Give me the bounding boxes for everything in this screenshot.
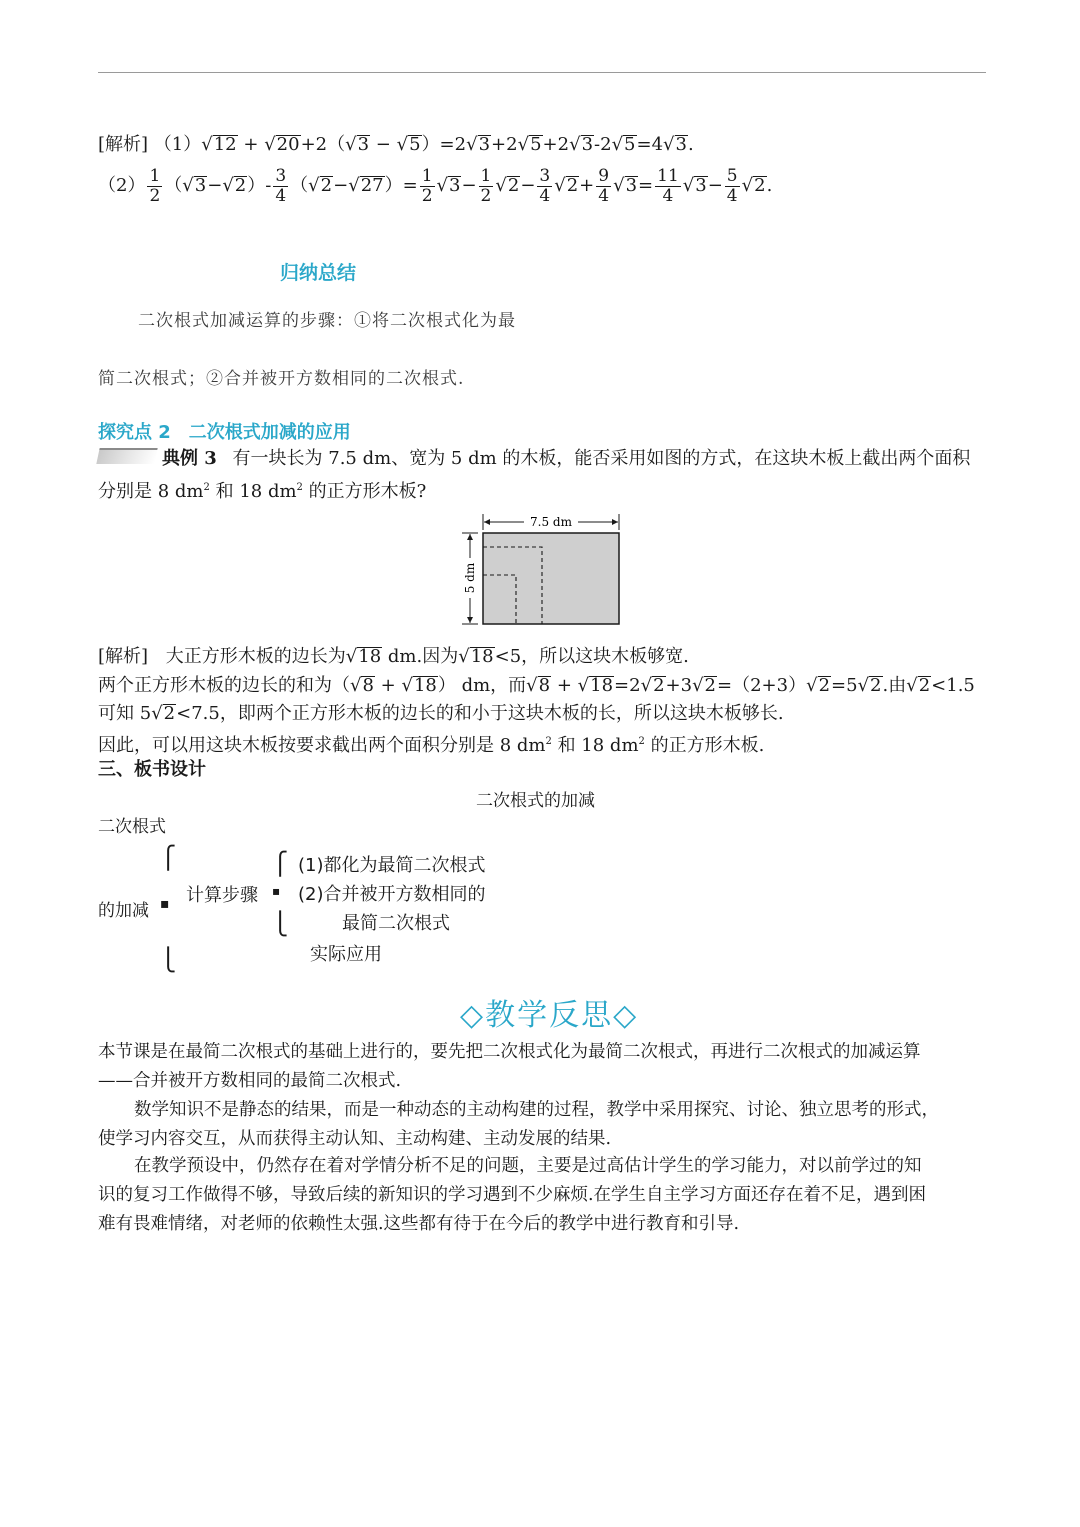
board-step-2: (2)合并被开方数相同的 bbox=[298, 884, 486, 905]
reflection-paragraph-2: 数学知识不是静态的结果，而是一种动态的主动构建的过程，教学中采用探究、讨论、独立思考的形式， 使学习内容交互，从而获得主动认知、主动构建、主动发展的结果. bbox=[98, 1100, 939, 1149]
height-label: 5 dm bbox=[463, 562, 477, 594]
inner-brace-mid: ▪ bbox=[272, 884, 281, 898]
board-rect bbox=[483, 533, 619, 624]
inner-brace-top: ⎧ bbox=[272, 852, 289, 877]
example-line-2: 分别是 8 $dm^2$ 和 18 $dm^2$ 的正方形木板? bbox=[98, 481, 427, 502]
reflection-paragraph-1: 本节课是在最简二次根式的基础上进行的，要先把二次根式化为最简二次根式，再进行二次根式的加减运算 ——合并被开方数相同的最简二次根式. bbox=[98, 1042, 921, 1091]
summary-title: 归纳总结 bbox=[280, 262, 357, 284]
top-rule bbox=[98, 72, 986, 73]
board-title: 二次根式的加减 bbox=[476, 791, 595, 811]
board-left-1: 二次根式 bbox=[98, 817, 166, 837]
example-badge bbox=[96, 448, 157, 464]
reflection-paragraph-3: 在教学预设中，仍然存在着对学情分析不足的问题，主要是过高估计学生的学习能力，对以前学过的知 识的复习工作做得不够，导致后续的新知识的学习遇到不少麻烦.在学生自主学习方面还存在着不足，遇到困 难有畏难情绪，对老师的依赖性太强.这些都有待于在今后的教学中进行教育和引导. bbox=[98, 1156, 927, 1234]
exploration-point-title: 探究点 2 二次根式加减的应用 bbox=[98, 422, 351, 443]
board-section-title: 三、板书设计 bbox=[98, 759, 206, 780]
analysis-label: [解析] bbox=[98, 134, 149, 155]
fraction: $\frac{1}{2}$ bbox=[149, 165, 161, 206]
inner-brace-bottom: ⎩ bbox=[272, 912, 289, 937]
board-apply: 实际应用 bbox=[310, 944, 382, 965]
summary-line-1: 二次根式加减运算的步骤：①将二次根式化为最 bbox=[138, 311, 516, 331]
board-figure bbox=[458, 512, 638, 632]
analysis2-line-2: 两个正方形木板的边长的和为（√8 + √18） dm，而√8 + √18=2√2+3√2=（2+3）√2=5√2.由√2<1.5 bbox=[98, 675, 975, 696]
analysis2-line-1: [解析] 大正方形木板的边长为√18 dm.因为√18<5，所以这块木板够宽. bbox=[98, 646, 689, 667]
solution-line-2: （2） $\frac{1}{2}$ （√3−√2）- $\frac{3}{4}$ （√2−√27）= $\frac{1}{2}$ √3− $\frac{1}{2}$ √2− $\frac{3}{4}$ √2+ $\frac{9}{4}$ √3= $\frac{11}{4}$ √3− $\frac{5}{4}$ √2. bbox=[98, 165, 773, 206]
outer-brace-bottom: ⎩ bbox=[160, 948, 177, 973]
width-label: 7.5 dm bbox=[530, 515, 572, 529]
example-line-1: 典例 3 有一块长为 7.5 dm、宽为 5 dm 的木板，能否采用如图的方式，在这块木板上截出两个面积 bbox=[162, 448, 971, 469]
board-step-2b: 最简二次根式 bbox=[342, 913, 450, 934]
analysis2-line-3: 可知 5√2<7.5，即两个正方形木板的边长的和小于这块木板的长，所以这块木板够长. bbox=[98, 703, 784, 724]
summary-line-2: 简二次根式；②合并被开方数相同的二次根式. bbox=[98, 369, 465, 389]
outer-brace-mid: ▪ bbox=[160, 896, 170, 912]
example-label: 典例 3 bbox=[162, 448, 217, 469]
outer-brace-top: ⎧ bbox=[160, 846, 177, 871]
analysis2-line-4: 因此，可以用这块木板按要求截出两个面积分别是 8 $dm^2$ 和 18 $dm^2$ 的正方形木板. bbox=[98, 735, 765, 756]
board-left-2: 的加减 bbox=[98, 901, 149, 921]
board-steps-label: 计算步骤 bbox=[186, 885, 258, 906]
board-step-1: (1)都化为最简二次根式 bbox=[298, 855, 486, 876]
reflection-title: ◇教学反思◇ bbox=[460, 998, 639, 1033]
sqrt: √12 bbox=[201, 134, 237, 155]
solution-line-1: [解析] （1）√12 + √20+2（√3 − √5）=2√3+2√5+2√3-2√5=4√3. bbox=[98, 132, 694, 158]
